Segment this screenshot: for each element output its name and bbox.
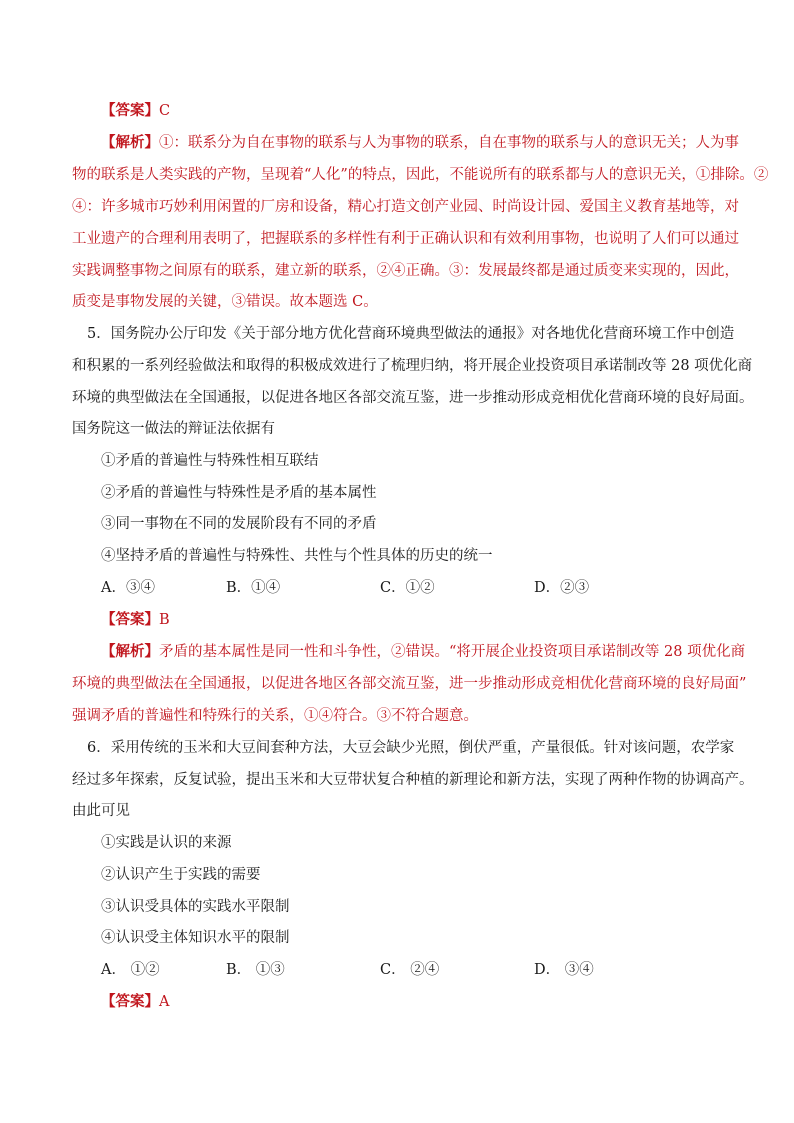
q5-analysis-tag: 【解析】 bbox=[101, 643, 159, 660]
q6-answer-tag: 【答案】 bbox=[101, 993, 159, 1010]
q4-analysis-line-1: 【解析】①：联系分为自在事物的联系与人为事物的联系，自在事物的联系与人的意识无关；人为事 bbox=[101, 134, 739, 151]
q6-answer-value: A bbox=[159, 994, 170, 1010]
q5-stem-line-3: 环境的典型做法在全国通报，以促进各地区各部交流互鉴，进一步推动形成竞相优化营商环境的良好局面。 bbox=[72, 390, 754, 406]
q6-stem-line-1: 6．采用传统的玉米和大豆间套种方法，大豆会缺少光照，倒伏严重，产量很低。针对该问题，农学家 bbox=[87, 740, 735, 756]
q6-option-b[interactable]: B． ①③ bbox=[226, 962, 285, 978]
q5-answer-value: B bbox=[159, 612, 170, 628]
q5-statement-3: ③同一事物在不同的发展阶段有不同的矛盾 bbox=[101, 516, 377, 532]
q5-statement-2: ②矛盾的普遍性与特殊性是矛盾的基本属性 bbox=[101, 485, 377, 501]
q5-answer bbox=[101, 610, 170, 630]
q4-analysis-line-2: 物的联系是人类实践的产物，呈现着“人化”的特点，因此，不能说所有的联系都与人的意识无关，①排除。② bbox=[72, 167, 769, 183]
q5-analysis-line-2: 环境的典型做法在全国通报，以促进各地区各部交流互鉴，进一步推动形成竞相优化营商环境的良好局面” bbox=[72, 676, 747, 692]
q4-analysis-line-5: 实践调整事物之间原有的联系，建立新的联系，②④正确。③：发展最终都是通过质变来实现的，因此， bbox=[72, 263, 739, 279]
q5-stem-line-1: 5．国务院办公厅印发《关于部分地方优化营商环境典型做法的通报》对各地优化营商环境工作中创造 bbox=[87, 326, 735, 342]
q6-statement-3: ③认识受具体的实践水平限制 bbox=[101, 899, 290, 915]
q4-answer-value: C bbox=[159, 103, 171, 119]
q5-option-d[interactable]: D．②③ bbox=[534, 580, 590, 596]
q4-analysis-line-4: 工业遗产的合理利用表明了，把握联系的多样性有利于正确认识和有效利用事物，也说明了人们可以通过 bbox=[72, 231, 739, 247]
q6-statement-4: ④认识受主体知识水平的限制 bbox=[101, 930, 290, 946]
q4-analysis-line-3: ④：许多城市巧妙利用闲置的厂房和设备，精心打造文创产业园、时尚设计园、爱国主义教育基地等，对 bbox=[72, 199, 739, 215]
q5-stem-line-2: 和积累的一系列经验做法和取得的积极成效进行了梳理归纳，将开展企业投资项目承诺制改等 28 项优化商 bbox=[72, 358, 753, 374]
q4-answer-tag: 【答案】 bbox=[101, 102, 159, 119]
q5-analysis-line-3: 强调矛盾的普遍性和特殊行的关系，①④符合。③不符合题意。 bbox=[72, 708, 478, 724]
q6-answer bbox=[101, 992, 169, 1012]
q6-stem-line-2: 经过多年探索，反复试验，提出玉米和大豆带状复合种植的新理论和新方法，实现了两种作物的协调高产。 bbox=[72, 772, 754, 788]
q5-option-a[interactable]: A．③④ bbox=[101, 580, 155, 596]
q5-statement-1: ①矛盾的普遍性与特殊性相互联结 bbox=[101, 453, 319, 469]
q6-option-a[interactable]: A． ①② bbox=[101, 962, 160, 978]
q4-answer bbox=[101, 101, 170, 121]
q5-analysis-line-1: 【解析】矛盾的基本属性是同一性和斗争性，②错误。“将开展企业投资项目承诺制改等 28 项优化商 bbox=[101, 643, 746, 660]
q6-option-d[interactable]: D． ③④ bbox=[534, 962, 594, 978]
q6-stem-line-3: 由此可见 bbox=[72, 803, 130, 819]
q4-analysis-tag: 【解析】 bbox=[101, 134, 159, 151]
q6-statement-1: ①实践是认识的来源 bbox=[101, 835, 232, 851]
q5-option-c[interactable]: C．①② bbox=[380, 580, 435, 596]
q4-analysis-line-6: 质变是事物发展的关键，③错误。故本题选 C。 bbox=[72, 294, 378, 310]
q5-option-b[interactable]: B．①④ bbox=[226, 580, 281, 596]
q5-statement-4: ④坚持矛盾的普遍性与特殊性、共性与个性具体的历史的统一 bbox=[101, 548, 493, 564]
q5-stem-line-4: 国务院这一做法的辩证法依据有 bbox=[72, 421, 275, 437]
q6-option-c[interactable]: C． ②④ bbox=[380, 962, 440, 978]
q6-statement-2: ②认识产生于实践的需要 bbox=[101, 867, 261, 883]
q5-answer-tag: 【答案】 bbox=[101, 611, 159, 628]
